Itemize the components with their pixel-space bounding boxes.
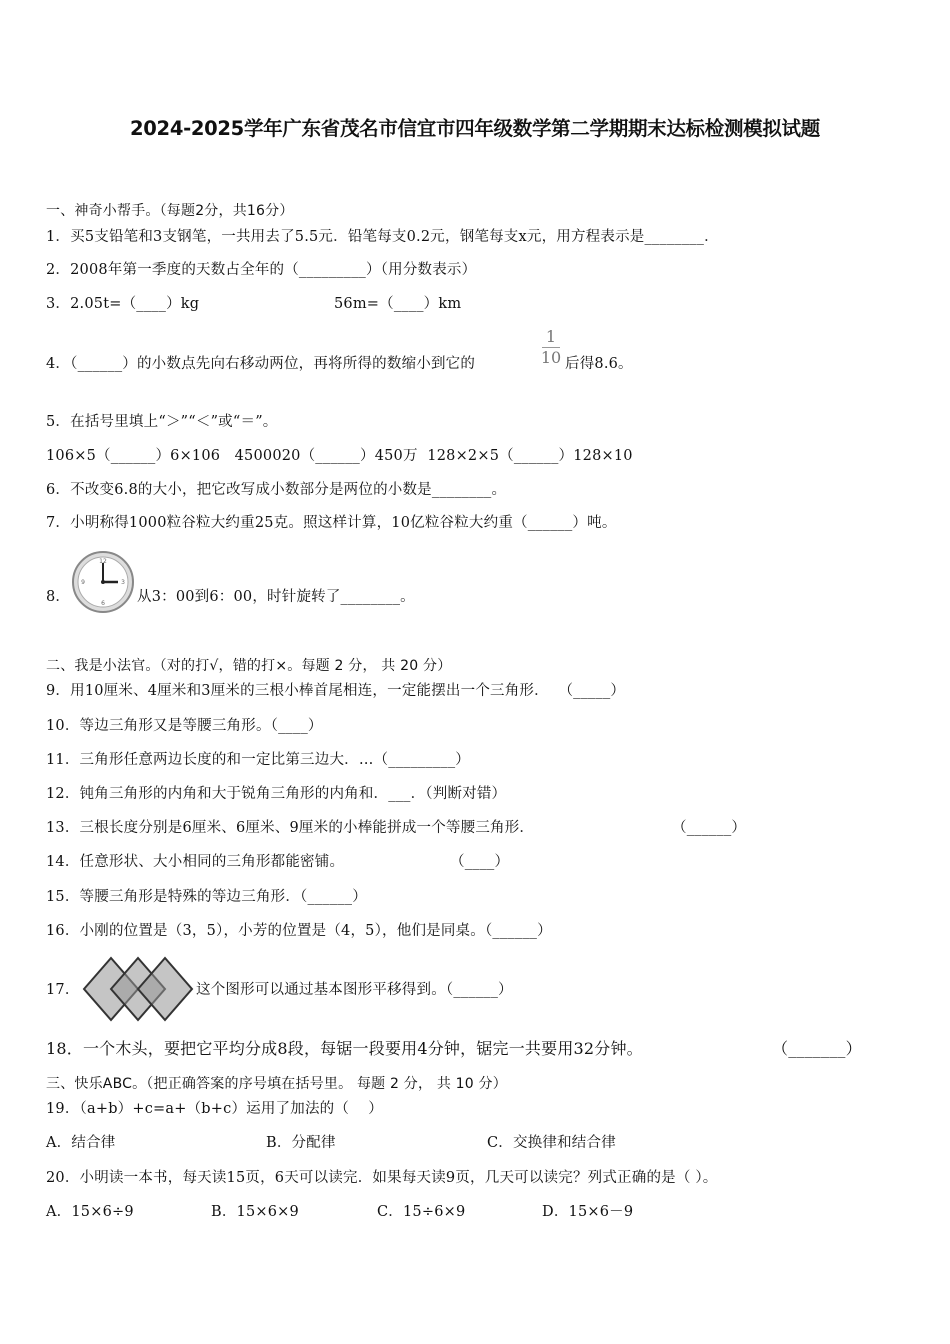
question-19-option-a: A．结合律 <box>46 1135 116 1151</box>
question-8: 从3：00到6：00，时针旋转了________。 <box>137 589 415 605</box>
question-3a: 3．2.05t=（____）kg <box>46 296 200 312</box>
question-16: 16．小刚的位置是（3，5），小芳的位置是（4，5），他们是同桌。（______） <box>46 923 552 939</box>
question-13-blank: （______） <box>672 820 747 836</box>
section-2-heading: 二、我是小法官。（对的打√，错的打×。每题 2 分， 共 20 分） <box>46 658 452 674</box>
question-20-option-a: A．15×6÷9 <box>46 1204 134 1220</box>
question-6: 6．不改变6.8的大小，把它改写成小数部分是两位的小数是________。 <box>46 482 507 498</box>
question-17-number: 17． <box>46 982 80 998</box>
question-5-row: 106×5（______）6×106 4500020（______）450万 128×2×5（______）128×10 <box>46 448 633 464</box>
question-1: 1．买5支铅笔和3支钢笔，一共用去了5.5元．铅笔每支0.2元，钢笔每支x元，用方程表示是________． <box>46 229 719 245</box>
question-20: 20．小明读一本书，每天读15页，6天可以读完．如果每天读9页，几天可以读完？列式正确的是（ ）。 <box>46 1170 718 1186</box>
question-20-option-c: C．15÷6×9 <box>377 1204 466 1220</box>
question-2: 2．2008年第一季度的天数占全年的（_________）（用分数表示） <box>46 262 477 278</box>
question-18-blank: （_______） <box>772 1039 862 1058</box>
question-4-end: 后得8.6。 <box>565 356 633 372</box>
question-4: 4．（______）的小数点先向右移动两位，再将所得的数缩小到它的 <box>46 356 476 372</box>
svg-text:6: 6 <box>101 600 105 607</box>
fraction-numerator: 1 <box>545 327 557 346</box>
question-19: 19．（a+b）+c=a+（b+c）运用了加法的（ ） <box>46 1101 383 1117</box>
section-3-heading: 三、快乐ABC。（把正确答案的序号填在括号里。 每题 2 分， 共 10 分） <box>46 1076 507 1092</box>
question-19-option-b: B．分配律 <box>266 1135 336 1151</box>
fraction-denominator: 10 <box>540 348 562 367</box>
question-7: 7．小明称得1000粒谷粒大约重25克。照这样计算，10亿粒谷粒大约重（______）吨。 <box>46 515 617 531</box>
question-11: 11．三角形任意两边长度的和一定比第三边大．…（_________） <box>46 752 470 768</box>
question-20-option-b: B．15×6×9 <box>211 1204 299 1220</box>
question-19-option-c: C．交换律和结合律 <box>487 1135 616 1151</box>
question-13: 13．三根长度分别是6厘米、6厘米、9厘米的小棒能拼成一个等腰三角形． <box>46 820 535 836</box>
question-14-blank: （____） <box>450 854 510 870</box>
overlapping-diamonds-figure <box>82 956 194 1022</box>
question-14: 14．任意形状、大小相同的三角形都能密铺。 <box>46 854 345 870</box>
section-1-heading: 一、神奇小帮手。（每题2分，共16分） <box>46 203 294 219</box>
question-15: 15．等腰三角形是特殊的等边三角形．（______） <box>46 889 367 905</box>
question-18: 18．一个木头，要把它平均分成8段，每锯一段要用4分钟，锯完一共要用32分钟。 <box>46 1039 643 1058</box>
question-3b: 56m=（____）km <box>334 296 462 312</box>
svg-text:9: 9 <box>81 579 85 586</box>
svg-text:3: 3 <box>121 579 125 586</box>
question-10: 10．等边三角形又是等腰三角形。（____） <box>46 718 323 734</box>
question-20-option-d: D．15×6－9 <box>542 1204 634 1220</box>
fraction-one-tenth <box>540 328 562 367</box>
question-9: 9．用10厘米、4厘米和3厘米的三根小棒首尾相连，一定能摆出一个三角形． （_____） <box>46 683 626 699</box>
question-17: 这个图形可以通过基本图形平移得到。（______） <box>196 982 513 998</box>
page-title: 2024-2025学年广东省茂名市信宜市四年级数学第二学期期末达标检测模拟试题 <box>130 117 820 140</box>
question-5: 5．在括号里填上“＞”“＜”或“＝”。 <box>46 414 278 430</box>
question-8-number: 8． <box>46 589 71 605</box>
question-12: 12．钝角三角形的内角和大于锐角三角形的内角和．___．（判断对错） <box>46 786 507 802</box>
svg-text:12: 12 <box>99 558 107 565</box>
clock-icon <box>70 550 136 614</box>
